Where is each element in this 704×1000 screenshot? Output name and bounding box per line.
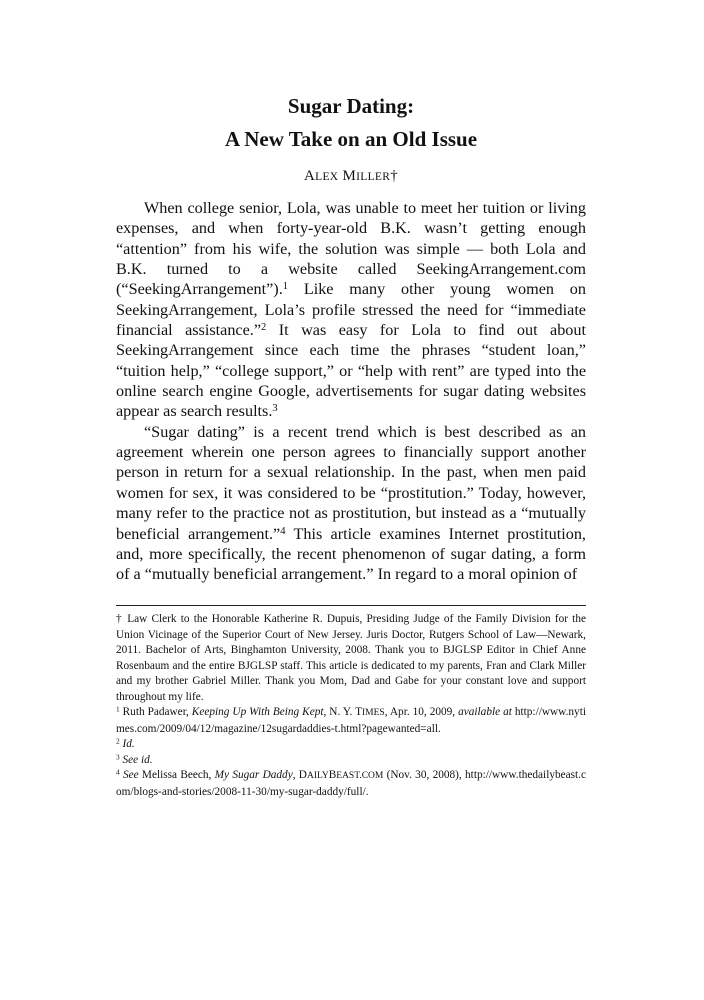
footnote-dagger-text: Law Clerk to the Honorable Katherine R. Dupuis, Presiding Judge of the Family Division for the Union Vicinage of the Superior Court of New Jersey. Juris Doctor, Rutgers School of Law—Newark, 2011. Bachelor of Arts, Binghamton University, 2008. Thank you to BJGLSP Editor in Chief Anne Rosenbaum and the entire BJGLSP staff. This article is dedicated to my parents, Fran and Clark Miller and my brother Gabriel Miller. Thank you Mom, Dad and Gabe for your constant love and support throughout my life.: [116, 613, 586, 703]
footnote-2: [116, 737, 586, 753]
author-last-initial: M: [342, 168, 357, 184]
footnote-1-pub-small: IMES: [362, 708, 385, 718]
author-dagger-mark: †: [390, 168, 398, 184]
author-first-initial: A: [304, 168, 316, 184]
body-paragraph-1: [116, 198, 586, 422]
author-last-rest: ILLER: [356, 171, 391, 183]
footnote-1-author: Ruth Padawer,: [119, 706, 192, 718]
author-first-rest: LEX: [315, 171, 339, 183]
footnote-4-number: 4: [116, 767, 120, 777]
article-title-line1: Sugar Dating:: [287, 94, 415, 118]
footnote-3: [116, 753, 586, 769]
footnote-ref-1[interactable]: 1: [282, 281, 289, 293]
footnote-divider: [116, 605, 586, 606]
footnote-3-id: id.: [141, 753, 153, 766]
footnote-4-pub-d: EAST: [336, 771, 360, 781]
footnote-2-text: Id.: [122, 738, 135, 750]
para2-text-a: “Sugar dating” is a recent trend which is best described as an agreement wherein one person agrees to financially support another person in return for a sexual relationship. In the past, when men paid women for sex, it was considered to be “prostitution.” Today, however, many refer to the practice not as prostitution, but instead as a “mutually beneficial arrangement.”: [116, 422, 586, 543]
footnote-4-url[interactable]: http://www.thedailybeast.com/blogs-and-stories/2008-11-30/my-sugar-daddy/full/.: [116, 769, 587, 798]
footnote-4-pub-f: COM: [361, 771, 384, 781]
footnote-4-title: My Sugar Daddy: [214, 769, 293, 781]
footnote-4-pub-e: .: [359, 771, 362, 781]
body-paragraph-2: [116, 422, 586, 585]
footnote-1-available: available at: [458, 706, 512, 718]
footnote-1: [116, 705, 586, 737]
footnote-3-see: See: [122, 753, 139, 766]
footnote-ref-2[interactable]: 2: [261, 321, 267, 333]
para2-text-b: This article examines Internet prostitution, and, more specifically, the recent phenomenon of sugar dating, a form of a “mutually beneficial arrangement.” In regard to a moral opinion of: [116, 524, 586, 584]
footnote-4-pub-a: , D: [292, 769, 307, 781]
footnote-1-number: 1: [116, 704, 120, 714]
footnote-4: [116, 768, 586, 800]
footnote-1-title: Keeping Up With Being Kept: [191, 706, 324, 718]
footnote-3-number: 3: [116, 751, 120, 761]
article-body: [116, 198, 586, 585]
footnote-dagger: [116, 612, 586, 705]
footnotes-section: [116, 612, 586, 800]
footnote-4-author: Melissa Beech,: [138, 769, 215, 781]
footnote-2-number: 2: [116, 736, 120, 746]
para1-text-b: Like many other young women on SeekingArrangement, Lola’s profile stressed the need for “immediate financial assistance.”: [116, 280, 586, 340]
footnote-1-url[interactable]: http://www.nytimes.com/2009/04/12/magazine/12sugardaddies-t.html?pagewanted=all.: [116, 706, 586, 735]
footnote-1-date: , Apr. 10, 2009,: [384, 706, 459, 718]
author-byline: [116, 168, 586, 185]
footnote-ref-3[interactable]: 3: [272, 403, 278, 415]
footnote-4-date: (Nov. 30, 2008),: [383, 769, 466, 781]
footnote-1-pub: , N. Y. T: [323, 706, 363, 718]
para1-text-a: When college senior, Lola, was unable to meet her tuition or living expenses, and when forty-year-old B.K. wasn’t getting enough “attention” from his wife, the solution was simple — both Lola and B.K. turned to a website called SeekingArrangement.com (“SeekingArrangement”).: [116, 199, 586, 299]
footnote-dagger-mark: †: [116, 613, 124, 625]
para1-text-c: It was easy for Lola to find out about SeekingArrangement since each time the phrases “student loan,” “tuition help,” “college support,” or “help with rent” are typed into the online search engine Google, advertisements for sugar dating websites appear as search results.: [116, 321, 586, 421]
footnote-ref-4[interactable]: 4: [280, 525, 286, 537]
footnote-4-pub-b: AILY: [306, 771, 329, 781]
article-title-line2: A New Take on an Old Issue: [224, 127, 478, 151]
footnote-4-see: See: [122, 769, 139, 781]
footnote-4-pub-c: B: [328, 769, 337, 781]
